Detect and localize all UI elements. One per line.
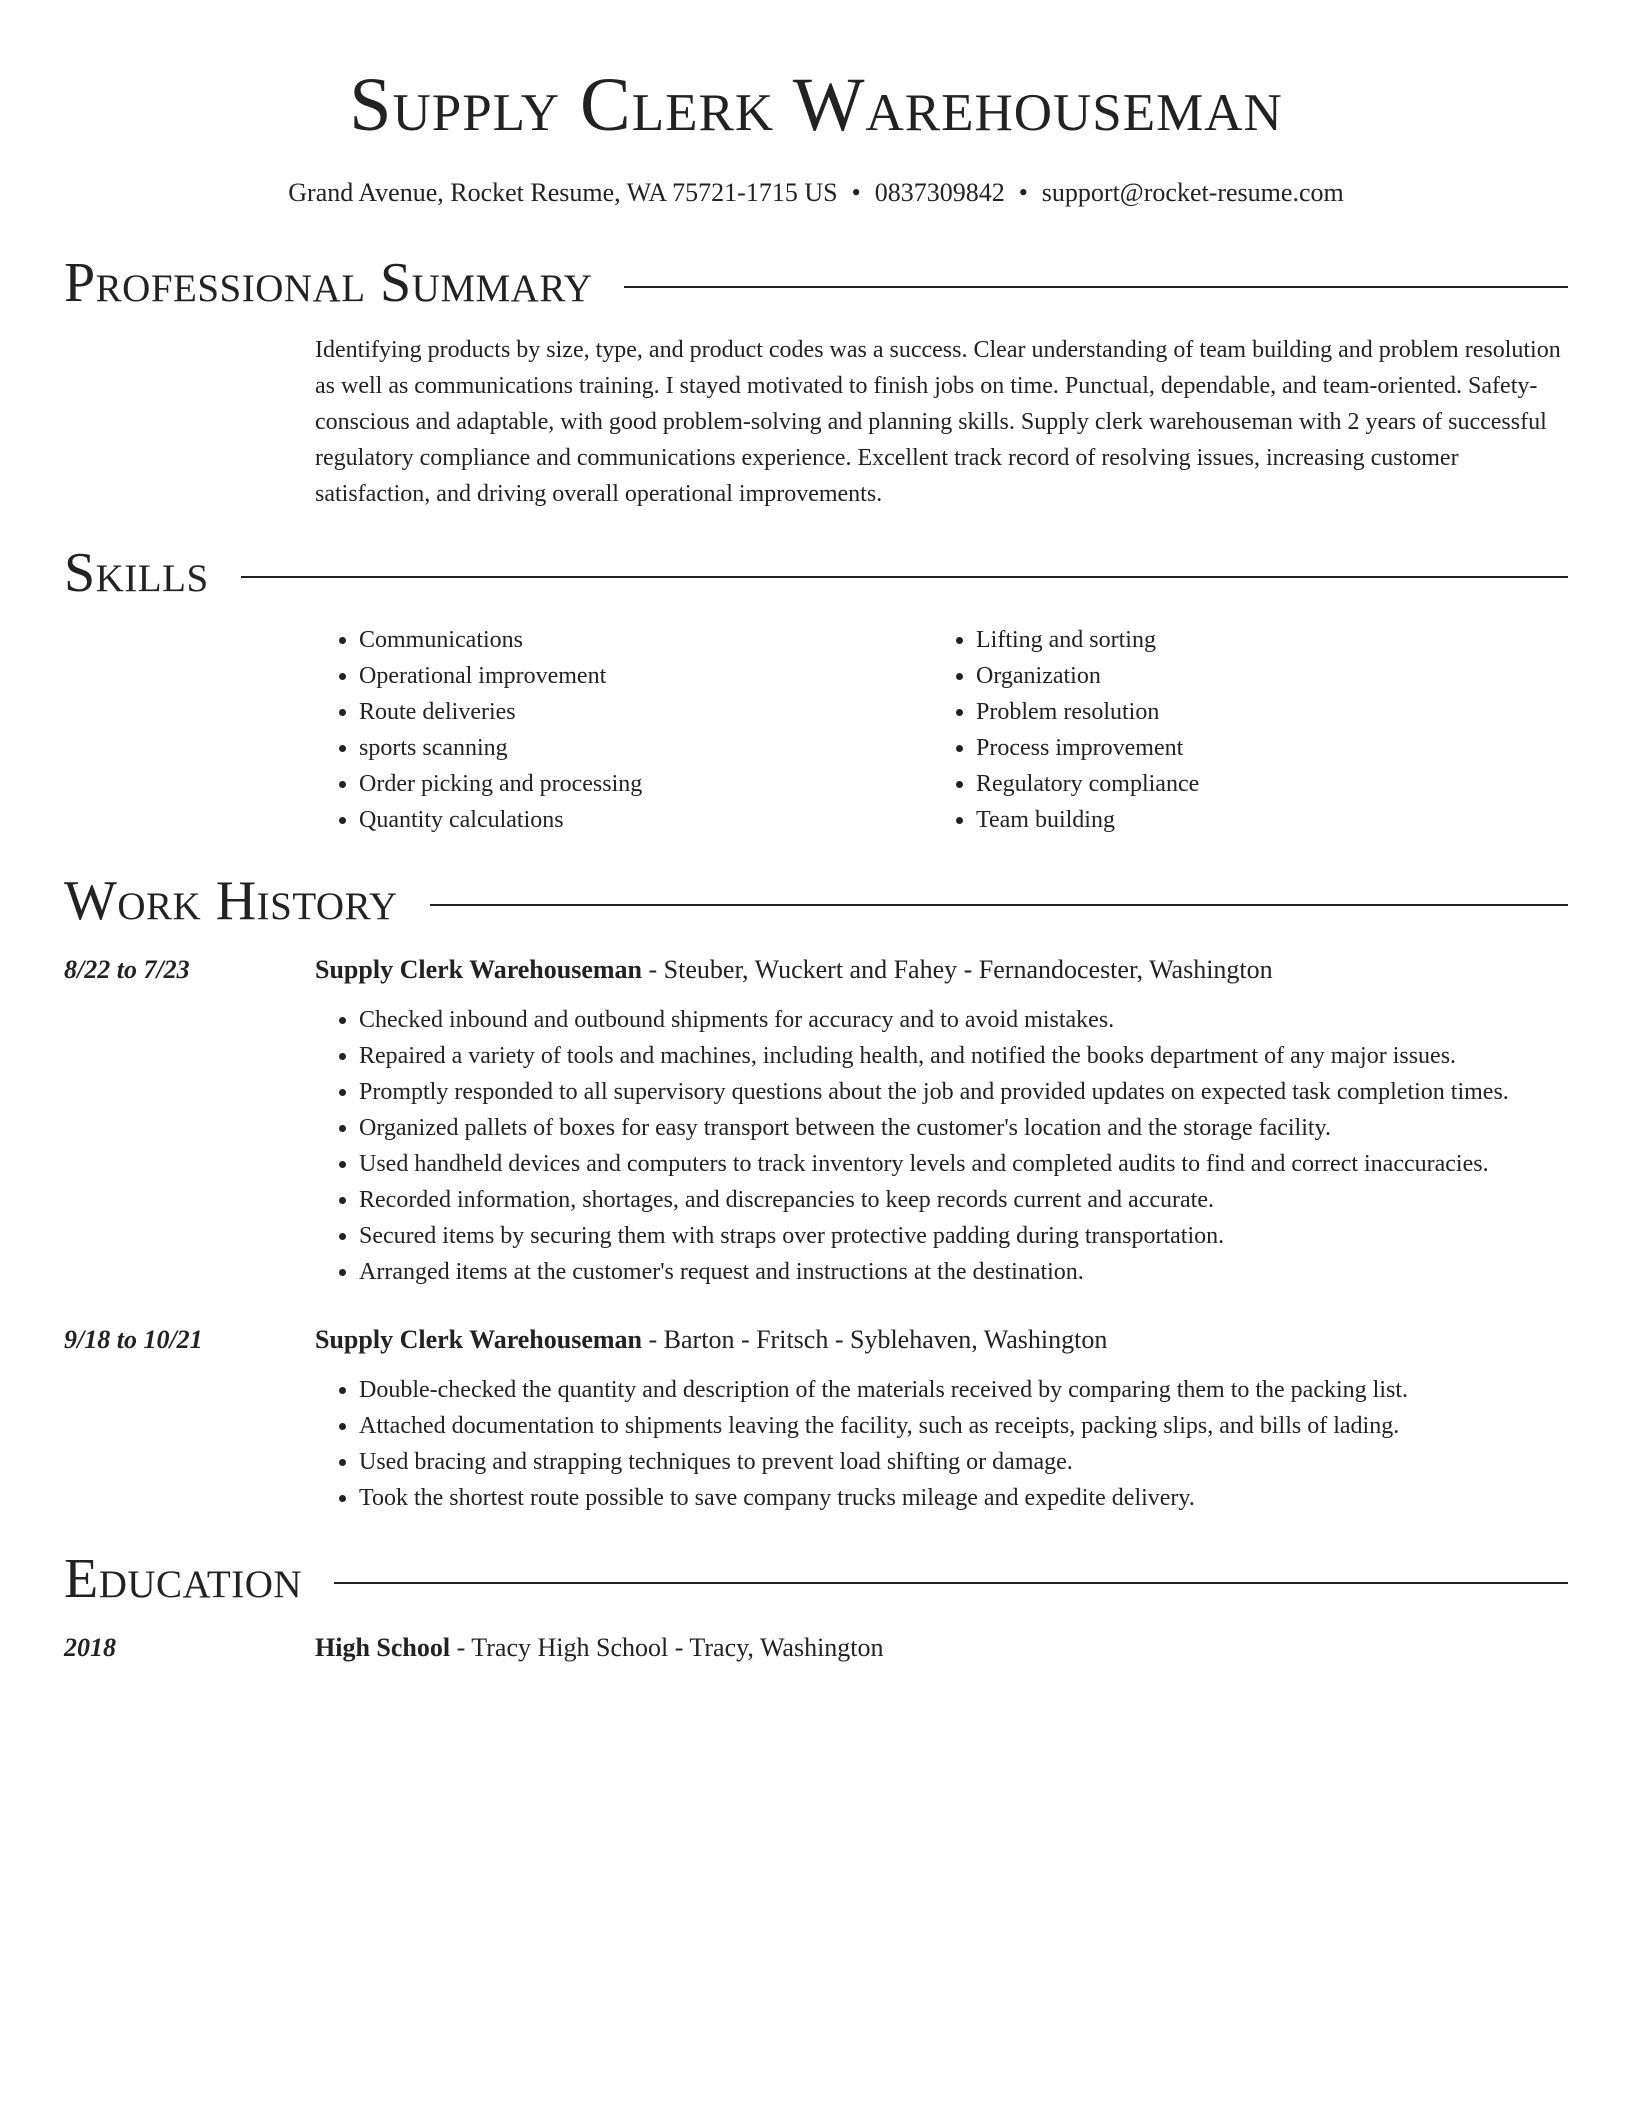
job-duties (315, 1372, 1568, 1516)
skill-item: • Quantity calculations (359, 802, 932, 838)
section-divider (241, 576, 1568, 578)
job-role: Supply Clerk Warehouseman (315, 955, 643, 984)
skill-item: • Problem resolution (976, 694, 1549, 730)
job-employer: - Barton - Fritsch - Syblehaven, Washington (642, 1325, 1108, 1354)
education-entry (64, 1630, 1568, 1666)
job-title-line (315, 1322, 1568, 1358)
duty-item: • Recorded information, shortages, and discrepancies to keep records current and accurate. (359, 1182, 1568, 1218)
education-line (315, 1630, 1568, 1666)
job-body (315, 1322, 1568, 1516)
summary-header (64, 248, 1568, 318)
education-section (64, 1544, 1568, 1666)
skills-section (64, 538, 1568, 838)
duty-item: • Used bracing and strapping techniques to prevent load shifting or damage. (359, 1444, 1568, 1480)
duty-item: • Attached documentation to shipments leaving the facility, such as receipts, packing slips, and bills of lading. (359, 1408, 1568, 1444)
work-history-section (64, 866, 1568, 1516)
education-degree: High School (315, 1633, 451, 1662)
skill-item: • sports scanning (359, 730, 932, 766)
job-dates: 8/22 to 7/23 (64, 955, 190, 984)
section-divider (334, 1582, 1568, 1584)
job-body (315, 952, 1568, 1290)
duty-item: • Checked inbound and outbound shipments for accuracy and to avoid mistakes. (359, 1002, 1568, 1038)
contact-separator: • (851, 178, 861, 207)
duty-item: • Took the shortest route possible to save company trucks mileage and expedite delivery. (359, 1480, 1568, 1516)
duty-item: • Organized pallets of boxes for easy transport between the customer's location and the storage facility. (359, 1110, 1568, 1146)
skill-item: • Communications (359, 622, 932, 658)
summary-section (64, 248, 1568, 512)
section-divider (430, 904, 1568, 906)
education-year: 2018 (64, 1633, 116, 1662)
skill-item: • Process improvement (976, 730, 1549, 766)
skill-item: • Organization (976, 658, 1549, 694)
candidate-name: Supply Clerk Warehouseman (349, 63, 1283, 147)
summary-text: Identifying products by size, type, and product codes was a success. Clear understanding of team building and problem resolution as well as communications training. I stayed motivated to finish jobs on time. Punctual, dependable, and team-oriented. Safety-conscious and adaptable, with good problem-solving and planning skills. Supply clerk warehouseman with 2 years of successful regulatory compliance and communications experience. Excellent track record of resolving issues, increasing customer satisfaction, and driving overall operational improvements. (315, 337, 1561, 507)
skills-list-right (932, 622, 1549, 838)
education-body (315, 1630, 1568, 1666)
job-employer: - Steuber, Wuckert and Fahey - Fernandocester, Washington (642, 955, 1273, 984)
contact-phone: 0837309842 (874, 178, 1005, 207)
duty-item: • Repaired a variety of tools and machines, including health, and notified the books department of any major issues. (359, 1038, 1568, 1074)
skills-columns (315, 622, 1568, 838)
work-history-title: Work History (64, 870, 398, 932)
job-dates: 9/18 to 10/21 (64, 1325, 203, 1354)
job-entry (64, 1322, 1568, 1516)
duty-item: • Secured items by securing them with straps over protective padding during transportation. (359, 1218, 1568, 1254)
contact-address: Grand Avenue, Rocket Resume, WA 75721-1715 US (288, 178, 838, 207)
skill-item: • Order picking and processing (359, 766, 932, 802)
skills-title: Skills (64, 542, 209, 604)
skill-item: • Operational improvement (359, 658, 932, 694)
duty-item: • Double-checked the quantity and description of the materials received by comparing them to the packing list. (359, 1372, 1568, 1408)
work-history-header (64, 866, 1568, 936)
skills-header (64, 538, 1568, 608)
job-title-line (315, 952, 1568, 988)
contact-separator: • (1018, 178, 1028, 207)
duty-item: • Promptly responded to all supervisory questions about the job and provided updates on expected task completion times. (359, 1074, 1568, 1110)
contact-line (64, 176, 1568, 210)
resume-page (64, 0, 1568, 1662)
summary-title: Professional Summary (64, 252, 593, 314)
skills-list-left (315, 622, 932, 838)
education-header (64, 1544, 1568, 1614)
education-school: - Tracy High School - Tracy, Washington (450, 1633, 884, 1662)
duty-item: • Arranged items at the customer's request and instructions at the destination. (359, 1254, 1568, 1290)
job-role: Supply Clerk Warehouseman (315, 1325, 643, 1354)
skill-item: • Regulatory compliance (976, 766, 1549, 802)
skill-item: • Team building (976, 802, 1549, 838)
contact-email: support@rocket-resume.com (1041, 178, 1344, 207)
job-duties (315, 1002, 1568, 1290)
section-divider (624, 286, 1568, 288)
duty-item: • Used handheld devices and computers to track inventory levels and completed audits to find and correct inaccuracies. (359, 1146, 1568, 1182)
job-entry (64, 952, 1568, 1290)
skill-item: • Lifting and sorting (976, 622, 1549, 658)
skill-item: • Route deliveries (359, 694, 932, 730)
education-title: Education (64, 1548, 303, 1610)
